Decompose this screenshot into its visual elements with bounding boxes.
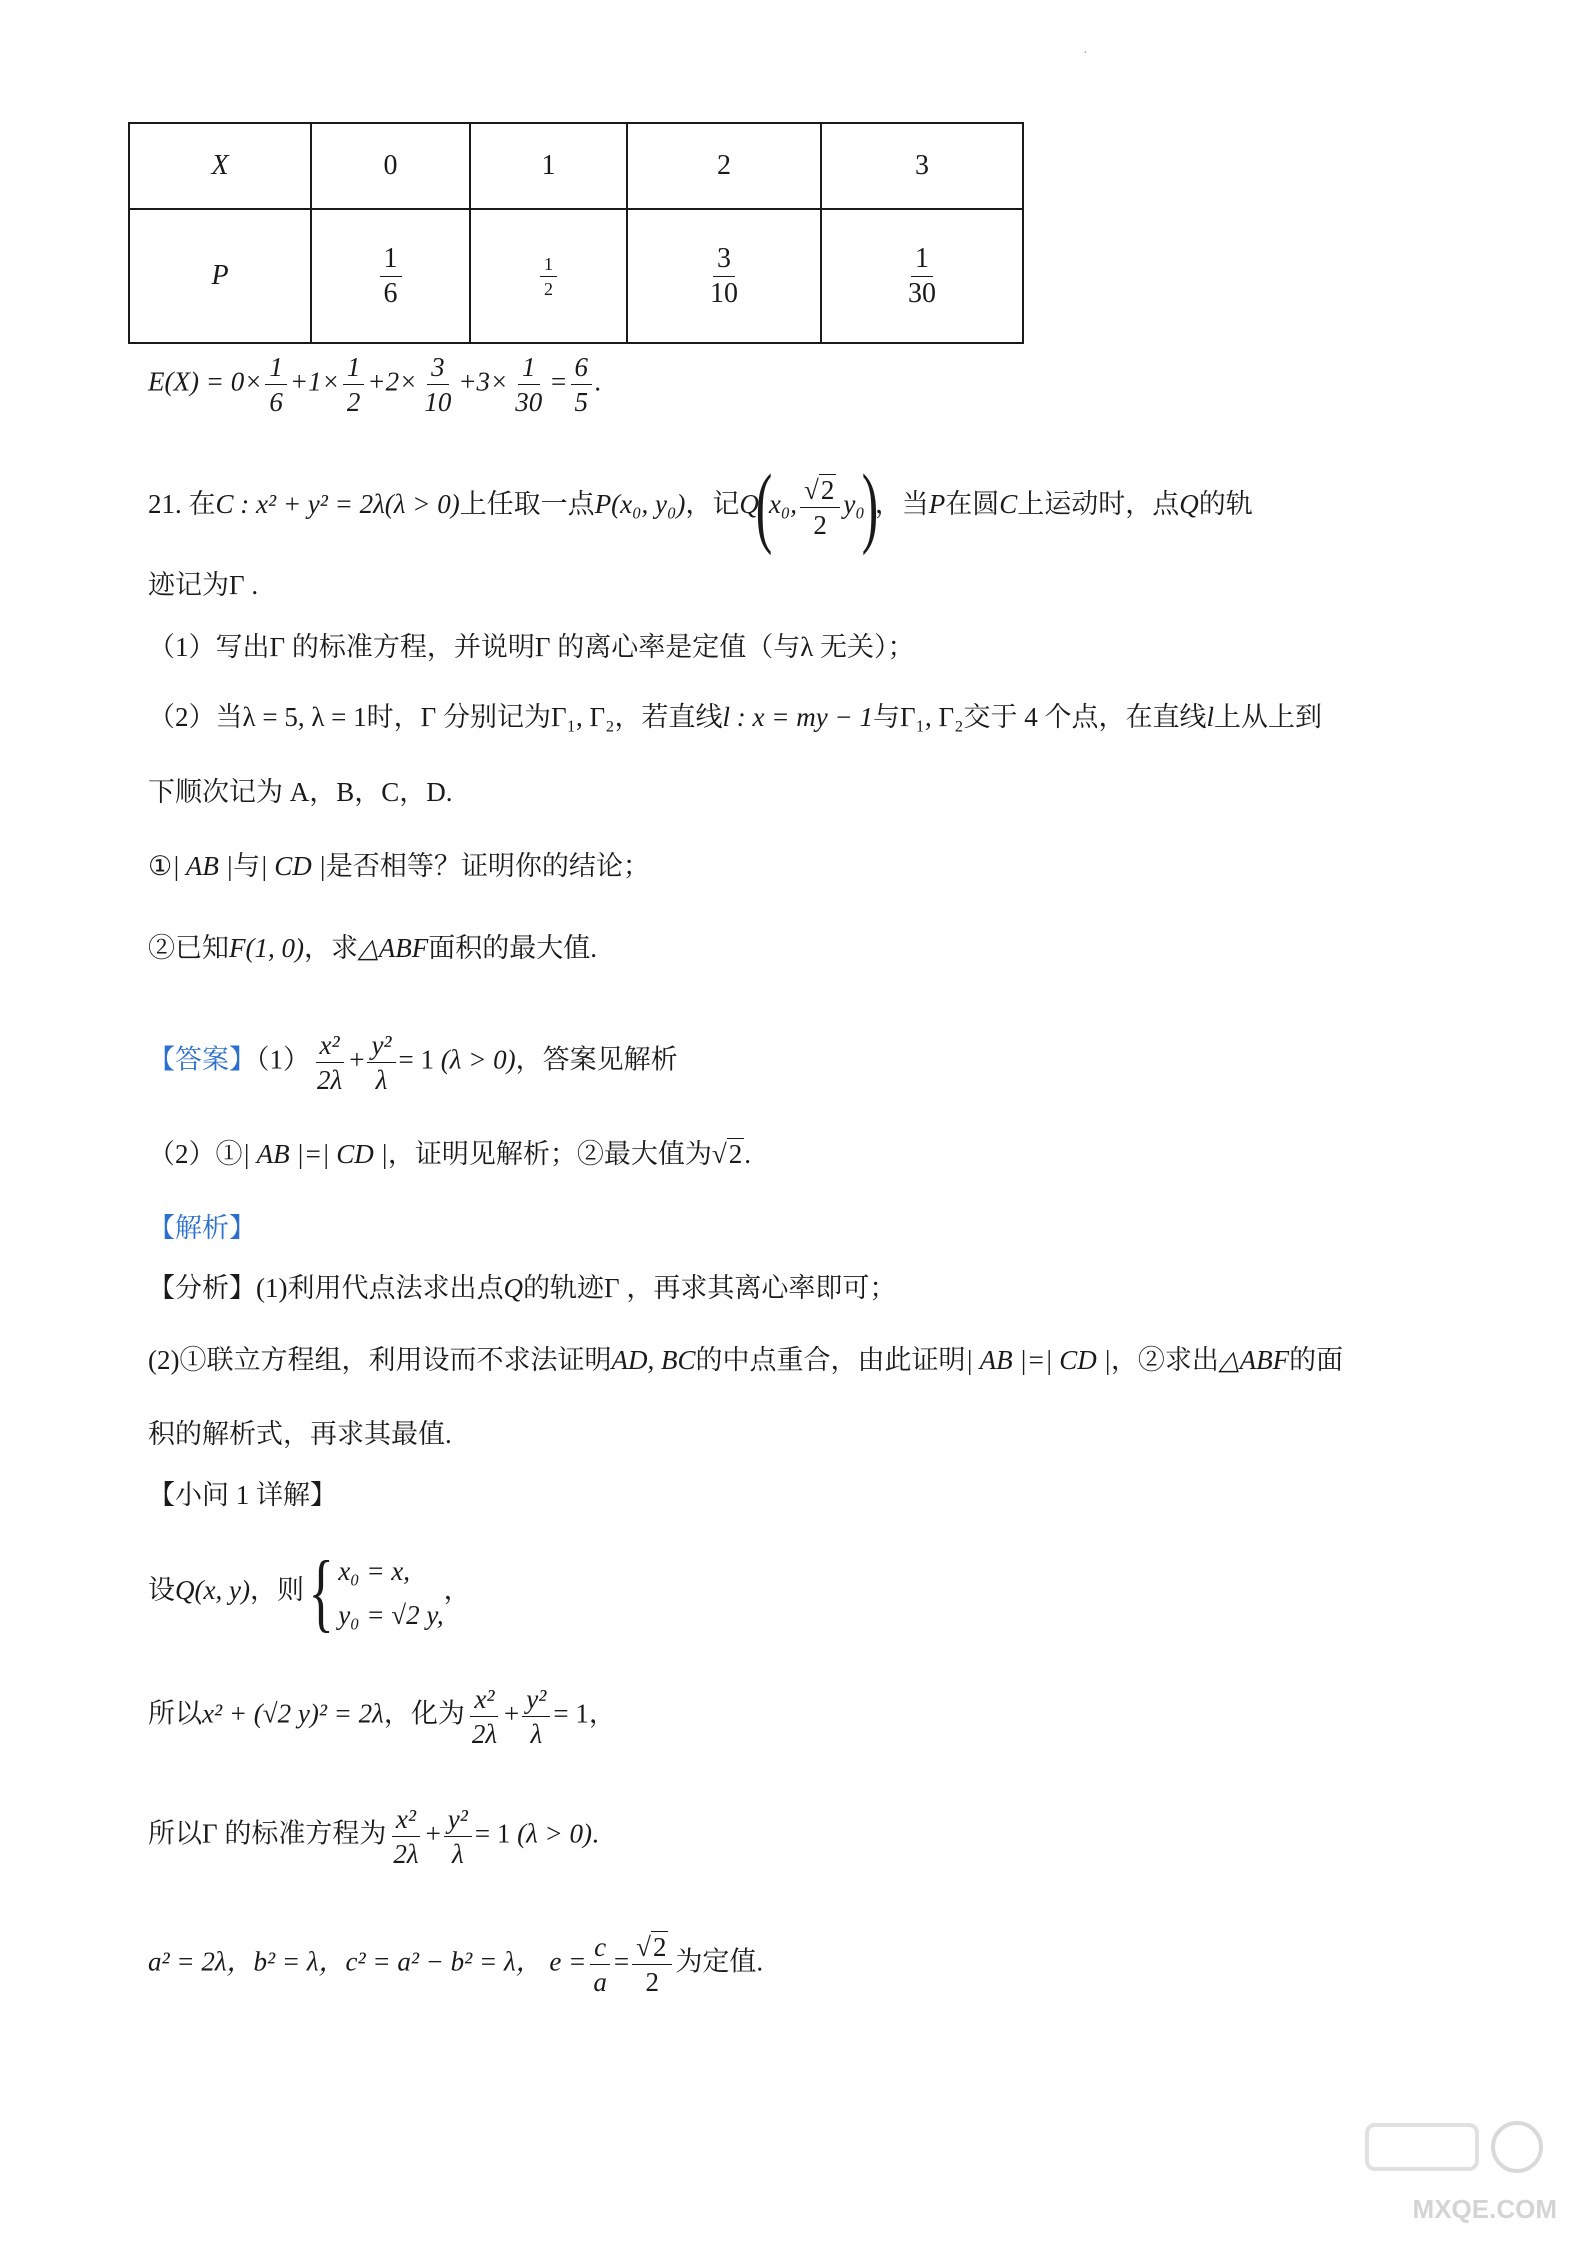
watermark-icon	[1357, 2117, 1557, 2197]
derivation-line-4: a² = 2λ，b² = λ，c² = a² − b² = λ， e = $\frac{c}{a}$ = $\frac{√2}{2}$ 为定值.	[148, 1932, 764, 1997]
problem-21-line-2: 迹记为Γ .	[148, 570, 259, 600]
subquestion-2-part-2: ②已知F(1, 0)，求△ABF面积的最大值.	[148, 933, 597, 963]
scan-dot: ·	[1083, 46, 1088, 61]
subquestion-1-heading: 【小问 1 详解】	[148, 1480, 337, 1510]
derivation-line-1: 设Q(x, y)，则{ x₀ = x, y₀ = √2 y, ，	[148, 1543, 471, 1641]
prob-cell: $\frac{1}{30}$	[821, 209, 1023, 343]
table-header-cell: X	[129, 123, 311, 209]
prob-cell: $\frac{3}{10}$	[627, 209, 821, 343]
derivation-line-2: 所以x² + (√2 y)² = 2λ，化为 $\frac{\text{x²}}{2\lambda}$ + $\frac{\text{y²}}{\lambda}$ = 1，	[148, 1684, 616, 1749]
watermark-logo	[1357, 2117, 1557, 2225]
subquestion-2-cont: 下顺次记为 A，B，C，D.	[148, 777, 453, 807]
subquestion-2-part-1: ①| AB |与| CD |是否相等？证明你的结论；	[148, 851, 650, 881]
analysis-line-3: 积的解析式，再求其最值.	[148, 1419, 452, 1449]
derivation-line-3: 所以Γ 的标准方程为 $\frac{\text{x²}}{2\lambda}$ + $\frac{\text{y²}}{\lambda}$ = 1 (λ > 0).	[148, 1804, 599, 1869]
analysis-line-2: (2)①联立方程组，利用设而不求法证明AD, BC的中点重合，由此证明| AB |=| CD |，②求出△ABF的面	[148, 1345, 1344, 1375]
prob-cell: $\frac{1}{6}$	[311, 209, 470, 343]
table-header-cell: 3	[821, 123, 1023, 209]
answer-tag: 【答案】	[148, 1044, 256, 1075]
analysis-line-1: 【分析】(1)利用代点法求出点Q的轨迹Γ ，再求其离心率即可；	[148, 1273, 897, 1303]
expectation-formula: E(X) = 0× $\frac{1}{6}$ +1× $\frac{1}{2}$ +2× $\frac{3}{10}$ +3× $\frac{1}{30}$ = $\frac{6}{5}$ .	[148, 352, 602, 417]
table-row-label: P	[129, 209, 311, 343]
answer-line-1: 【答案】（1） $\frac{\text{x²}}{2\lambda}$ + $\frac{\text{y²}}{\lambda}$ = 1 (λ > 0)，答案见解析	[148, 1030, 678, 1095]
distribution-table	[128, 122, 1024, 344]
table-header-cell: 2	[627, 123, 821, 209]
subquestion-2: （2）当λ = 5, λ = 1时，Γ 分别记为Γ₁, Γ₂，若直线l : x = my − 1与Γ₁, Γ₂交于 4 个点，在直线l上从上到	[148, 702, 1323, 732]
problem-21-line-1: 21. 在C : x² + y² = 2λ(λ > 0)上任取一点P(x₀, y₀)，记Q(x₀, $\frac{√2}{2}$ y₀)，当P在圆C上运动时，点Q的轨	[148, 457, 1253, 556]
table-header-cell: 1	[470, 123, 627, 209]
subquestion-1: （1）写出Γ 的标准方程，并说明Γ 的离心率是定值（与λ 无关）；	[148, 632, 915, 662]
prob-cell: $\frac{1}{2}$	[470, 209, 627, 343]
answer-line-2: （2）①| AB |=| CD |，证明见解析；②最大值为√2.	[148, 1139, 751, 1169]
analysis-tag: 【解析】	[148, 1213, 256, 1243]
watermark-text: MXQE.COM	[1412, 2194, 1557, 2224]
table-header-cell: 0	[311, 123, 470, 209]
